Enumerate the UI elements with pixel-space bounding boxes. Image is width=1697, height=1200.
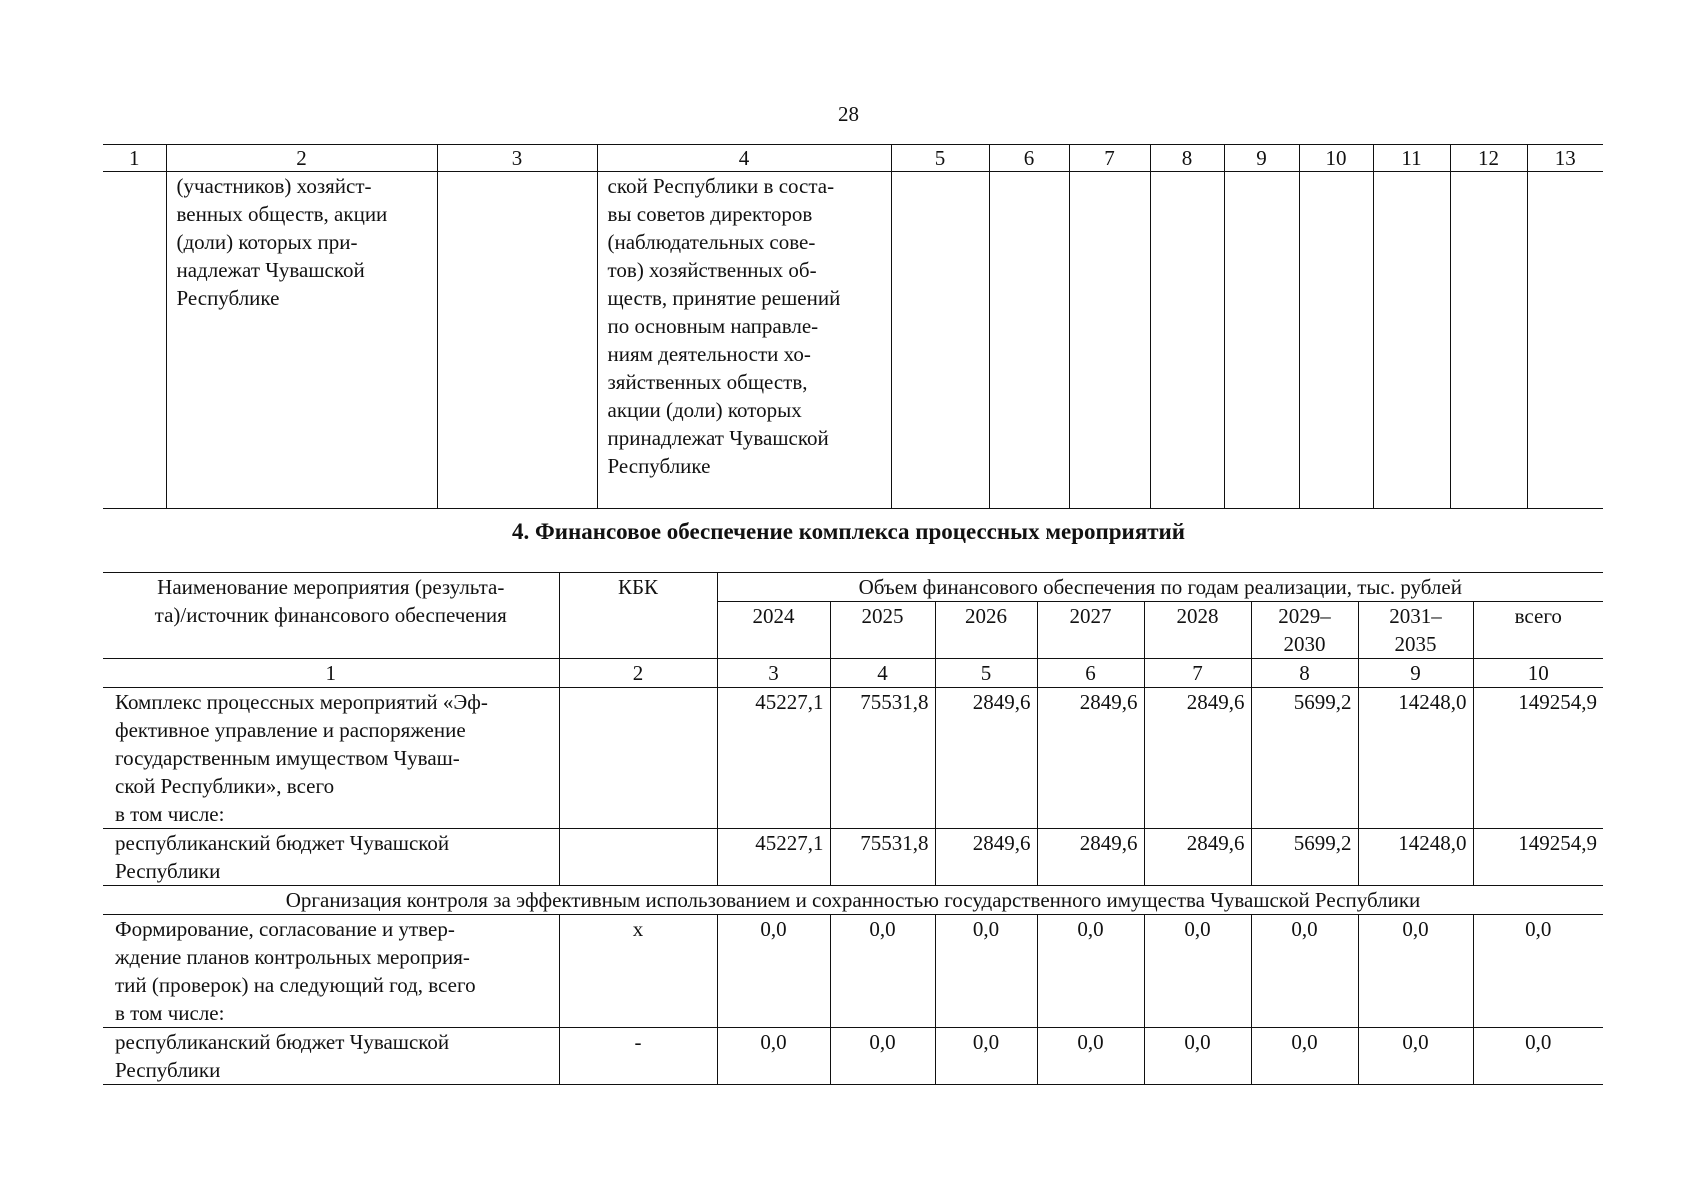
col-num: 3 — [717, 659, 830, 688]
text-line: государственным имуществом Чуваш- — [115, 746, 460, 770]
text-line: ниям деятельности хо- — [607, 342, 811, 366]
row-name — [103, 915, 559, 1028]
col-num: 1 — [103, 659, 559, 688]
col-num: 10 — [1299, 145, 1373, 172]
col-num: 7 — [1069, 145, 1150, 172]
cell — [1450, 172, 1527, 509]
value-cell: 0,0 — [1358, 915, 1473, 1028]
col-num: 10 — [1473, 659, 1603, 688]
cell — [1150, 172, 1224, 509]
col-num: 3 — [437, 145, 597, 172]
header-row — [103, 573, 1603, 602]
text-line: фективное управление и распоряжение — [115, 718, 466, 742]
value-cell: 0,0 — [830, 915, 935, 1028]
row-name — [103, 829, 559, 886]
value-cell: 14248,0 — [1358, 688, 1473, 829]
text-line: (участников) хозяйст- — [176, 174, 372, 198]
row-name — [103, 688, 559, 829]
value-cell: 5699,2 — [1251, 688, 1358, 829]
text-line: Республике — [176, 286, 280, 310]
cell — [989, 172, 1069, 509]
subsection-row — [103, 886, 1603, 915]
header-year: 2025 — [830, 602, 935, 659]
value-cell: 0,0 — [1144, 1028, 1251, 1085]
header-name — [103, 573, 559, 659]
value-cell: 0,0 — [1358, 1028, 1473, 1085]
text-line: тий (проверок) на следующий год, всего — [115, 973, 476, 997]
value-cell: 0,0 — [1473, 915, 1603, 1028]
period-line: 2030 — [1283, 632, 1326, 656]
header-kbk: КБК — [559, 573, 717, 659]
period-line: 2031– — [1389, 604, 1442, 628]
value-cell: 2849,6 — [935, 688, 1037, 829]
text-line: по основным направле- — [607, 314, 819, 338]
column-number-row — [103, 659, 1603, 688]
text-line: вы советов директоров — [607, 202, 813, 226]
row-kbk — [559, 688, 717, 829]
header-year: 2027 — [1037, 602, 1144, 659]
cell — [103, 172, 166, 509]
col-num: 6 — [1037, 659, 1144, 688]
header-period — [1251, 602, 1358, 659]
value-cell: 0,0 — [717, 1028, 830, 1085]
value-cell: 0,0 — [1251, 915, 1358, 1028]
value-cell: 0,0 — [1037, 1028, 1144, 1085]
cell — [1299, 172, 1373, 509]
text-line: в том числе: — [115, 1001, 225, 1025]
header-period — [1358, 602, 1473, 659]
period-line: 2029– — [1278, 604, 1331, 628]
header-year: 2024 — [717, 602, 830, 659]
value-cell: 0,0 — [1037, 915, 1144, 1028]
cell-participants — [166, 172, 437, 509]
col-num: 8 — [1150, 145, 1224, 172]
page-number: 28 — [838, 102, 859, 126]
value-cell: 149254,9 — [1473, 688, 1603, 829]
table-row — [103, 688, 1603, 829]
text-line: Комплекс процессных мероприятий «Эф- — [115, 690, 488, 714]
header-total: всего — [1473, 602, 1603, 659]
row-kbk — [559, 829, 717, 886]
value-cell: 0,0 — [1251, 1028, 1358, 1085]
text-line: республиканский бюджет Чувашской — [115, 1030, 450, 1054]
cell — [1373, 172, 1450, 509]
cell — [437, 172, 597, 509]
table-row — [103, 1028, 1603, 1085]
col-num: 4 — [597, 145, 891, 172]
row-kbk: - — [559, 1028, 717, 1085]
header-year: 2026 — [935, 602, 1037, 659]
text-line: Республике — [607, 454, 711, 478]
col-num: 4 — [830, 659, 935, 688]
col-num: 1 — [103, 145, 166, 172]
text-line: Республики — [115, 1058, 221, 1082]
subsection-title: Организация контроля за эффективным использованием и сохранностью государственного имущества Чувашской Республики — [103, 886, 1603, 915]
header-volume: Объем финансового обеспечения по годам реализации, тыс. рублей — [717, 573, 1603, 602]
text-line: надлежат Чувашской — [176, 258, 365, 282]
cell — [1069, 172, 1150, 509]
value-cell: 0,0 — [717, 915, 830, 1028]
value-cell: 0,0 — [830, 1028, 935, 1085]
text-line: зяйственных обществ, — [607, 370, 808, 394]
value-cell: 45227,1 — [717, 688, 830, 829]
value-cell: 0,0 — [935, 1028, 1037, 1085]
col-num: 9 — [1358, 659, 1473, 688]
text-line: ждение планов контрольных мероприя- — [115, 945, 470, 969]
header-name-line: Наименование мероприятия (результа- — [157, 575, 505, 599]
value-cell: 0,0 — [1473, 1028, 1603, 1085]
continuation-table — [103, 144, 1603, 509]
header-year: 2028 — [1144, 602, 1251, 659]
text-line: акции (доли) которых — [607, 398, 802, 422]
text-line: венных обществ, акции — [176, 202, 388, 226]
col-num: 6 — [989, 145, 1069, 172]
table-row — [103, 915, 1603, 1028]
header-name-line: та)/источник финансового обеспечения — [154, 603, 507, 627]
cell — [1527, 172, 1603, 509]
value-cell: 2849,6 — [1144, 688, 1251, 829]
financing-table — [103, 572, 1603, 1085]
col-num: 12 — [1450, 145, 1527, 172]
cell — [1224, 172, 1299, 509]
value-cell: 2849,6 — [1144, 829, 1251, 886]
col-num: 11 — [1373, 145, 1450, 172]
text-line: ществ, принятие решений — [607, 286, 841, 310]
text-line: принадлежат Чувашской — [607, 426, 829, 450]
col-num: 13 — [1527, 145, 1603, 172]
text-line: ской Республики», всего — [115, 774, 335, 798]
value-cell: 2849,6 — [935, 829, 1037, 886]
value-cell: 2849,6 — [1037, 688, 1144, 829]
period-line: 2035 — [1394, 632, 1437, 656]
text-line: Формирование, согласование и утвер- — [115, 917, 455, 941]
text-line: республиканский бюджет Чувашской — [115, 831, 450, 855]
text-line: Республики — [115, 859, 221, 883]
col-num: 5 — [935, 659, 1037, 688]
row-name — [103, 1028, 559, 1085]
col-num: 2 — [166, 145, 437, 172]
value-cell: 5699,2 — [1251, 829, 1358, 886]
cell-description — [597, 172, 891, 509]
text-line: (наблюдательных сове- — [607, 230, 816, 254]
table-row — [103, 829, 1603, 886]
value-cell: 75531,8 — [830, 829, 935, 886]
value-cell: 149254,9 — [1473, 829, 1603, 886]
cell — [891, 172, 989, 509]
col-num: 8 — [1251, 659, 1358, 688]
row-kbk: x — [559, 915, 717, 1028]
col-num: 5 — [891, 145, 989, 172]
text-line: ской Республики в соста- — [607, 174, 835, 198]
col-num: 7 — [1144, 659, 1251, 688]
value-cell: 2849,6 — [1037, 829, 1144, 886]
value-cell: 45227,1 — [717, 829, 830, 886]
section-title: 4. Финансовое обеспечение комплекса процессных мероприятий — [511, 519, 1186, 544]
column-number-row — [103, 145, 1603, 172]
text-line: тов) хозяйственных об- — [607, 258, 817, 282]
value-cell: 0,0 — [935, 915, 1037, 1028]
col-num: 2 — [559, 659, 717, 688]
col-num: 9 — [1224, 145, 1299, 172]
table-row — [103, 172, 1603, 509]
value-cell: 14248,0 — [1358, 829, 1473, 886]
value-cell: 0,0 — [1144, 915, 1251, 1028]
value-cell: 75531,8 — [830, 688, 935, 829]
text-line: (доли) которых при- — [176, 230, 358, 254]
text-line: в том числе: — [115, 802, 225, 826]
